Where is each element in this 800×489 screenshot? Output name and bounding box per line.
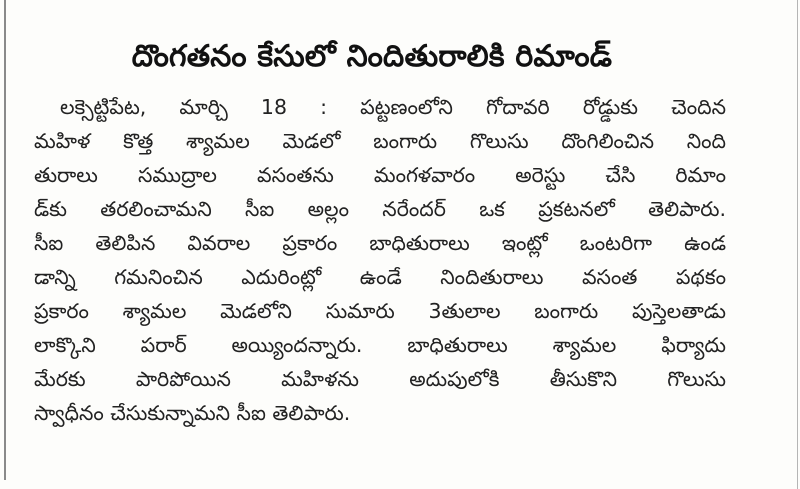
article-line: ప్రకారం శ్యామల మెడలోని సుమారు 3తులాల బంగారు పుస్తెలతాడు [34,299,726,323]
article-line: డాన్ని గమనించిన ఎదురింట్లో ఉండే నిందితురాలు వసంత పథకం [34,265,726,289]
article-line: మహిళ కొత్త శ్యామల మెడలో బంగారు గొలుసు దొంగిలించిన నింది [34,129,726,153]
article-line: మేరకు పారిపోయిన మహిళను అదుపులోకి తీసుకొని గొలుసు [34,367,726,391]
article-line: స్వాధీనం చేసుకున్నామని సీఐ తెలిపారు. [34,401,351,425]
article-headline: దొంగతనం కేసులో నిందితురాలికి రిమాండ్ [131,39,613,74]
page-edge [797,0,798,489]
article-body [34,90,726,430]
article-line: లక్సెట్టిపేట, మార్చి 18 : పట్టణంలోని గోదావరి రోడ్డుకు చెందిన [60,95,726,119]
cropped-previous-article [30,0,590,10]
article-line: లాక్కొని పరార్ అయ్యిందన్నారు. బాధితురాలు శ్యామల ఫిర్యాదు [34,333,726,357]
article-line: తురాలు సముద్రాల వసంతను మంగళవారం అరెస్టు చేసి రిమాం [34,163,726,187]
article-line: డ్‌కు తరలించామని సీఐ అల్లం నరేందర్ ఒక ప్రకటనలో తెలిపారు. [34,197,726,221]
column-divider [4,0,6,480]
article-line: సీఐ తెలిపిన వివరాల ప్రకారం బాధితురాలు ఇంట్లో ఒంటరిగా ఉండ [34,231,726,255]
